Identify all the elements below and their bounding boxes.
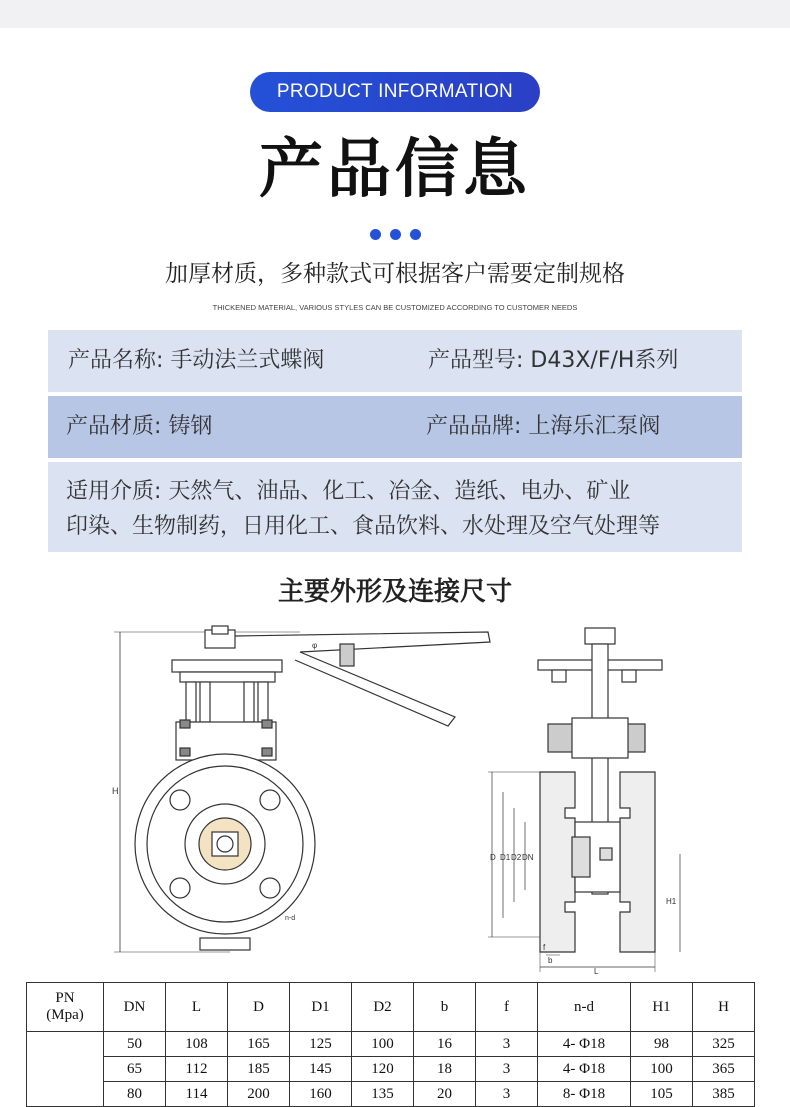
table-cell: 3 [476,1032,538,1057]
label-H: H [112,786,119,796]
product-information-badge: PRODUCT INFORMATION [250,72,540,112]
table-cell: 20 [414,1082,476,1107]
dimension-table [26,982,755,1107]
product-material: 产品材质: 铸钢 [66,414,213,439]
table-row [27,1032,755,1057]
table-cell: 112 [166,1057,228,1082]
dot [410,229,421,240]
col-l: L [166,983,228,1032]
table-cell: 145 [290,1057,352,1082]
subtitle-english: THICKENED MATERIAL, VARIOUS STYLES CAN BE CUSTOMIZED ACCORDING TO CUSTOMER NEEDS [212,303,578,312]
label-DN: DN [522,853,534,862]
section-view [488,628,680,976]
label-H1: H1 [666,897,677,906]
col-f: f [476,983,538,1032]
product-model: 产品型号: D43X/F/H系列 [428,348,679,373]
table-cell: 3 [476,1057,538,1082]
product-brand: 产品品牌: 上海乐汇泵阀 [426,414,661,439]
decorative-dots [370,229,422,241]
table-cell: 365 [693,1057,755,1082]
table-cell: 4- Φ18 [538,1057,631,1082]
table-cell: 50 [104,1032,166,1057]
table-cell: 3 [476,1082,538,1107]
table-cell: 185 [228,1057,290,1082]
table-cell: 16 [414,1032,476,1057]
table-cell: 105 [631,1082,693,1107]
applicable-media-line-2: 印染、生物制药，日用化工、食品饮料、水处理及空气处理等 [66,514,661,539]
top-band [0,0,790,28]
table-header-row [27,983,755,1032]
info-row-media [48,462,742,552]
col-pn: PN (Mpa) [27,983,104,1032]
table-row [27,1082,755,1107]
label-D2: D2 [511,853,522,862]
subtitle-chinese: 加厚材质，多种款式可根据客户需要定制规格 [165,261,625,287]
col-d1: D1 [290,983,352,1032]
table-cell: 100 [352,1032,414,1057]
page-title: 产品信息 [259,133,531,207]
col-d: D [228,983,290,1032]
table-cell: 114 [166,1082,228,1107]
col-dn: DN [104,983,166,1032]
front-view [112,626,490,952]
table-cell: 125 [290,1032,352,1057]
table-cell: 80 [104,1082,166,1107]
label-D1: D1 [500,853,511,862]
table-cell: 4- Φ18 [538,1032,631,1057]
table-cell: 325 [693,1032,755,1057]
table-cell: 135 [352,1082,414,1107]
label-D: D [490,853,496,862]
label-nd: n-d [285,915,296,922]
table-cell: 120 [352,1057,414,1082]
col-nd: n-d [538,983,631,1032]
table-cell: 100 [631,1057,693,1082]
info-row-name-model [48,330,742,392]
table-cell: 18 [414,1057,476,1082]
table-cell: 385 [693,1082,755,1107]
table-cell: 160 [290,1082,352,1107]
table-cell: 98 [631,1032,693,1057]
label-f: f [543,943,546,952]
table-cell: 8- Φ18 [538,1082,631,1107]
section-title: 主要外形及连接尺寸 [277,577,512,607]
table-cell: 165 [228,1032,290,1057]
table-cell: 65 [104,1057,166,1082]
dot [390,229,401,240]
label-b: b [548,956,553,965]
col-h1: H1 [631,983,693,1032]
table-cell-pn [27,1032,104,1107]
label-L: L [594,967,599,976]
table-row [27,1057,755,1082]
col-b: b [414,983,476,1032]
applicable-media-line-1: 适用介质: 天然气、油品、化工、冶金、造纸、电办、矿业 [66,479,631,504]
product-name: 产品名称: 手动法兰式蝶阀 [68,348,325,373]
table-cell: 108 [166,1032,228,1057]
dot [370,229,381,240]
table-cell: 200 [228,1082,290,1107]
col-h: H [693,983,755,1032]
col-d2: D2 [352,983,414,1032]
valve-dimension-drawing [0,622,790,982]
label-phi: φ [312,641,318,650]
info-row-material-brand [48,396,742,458]
